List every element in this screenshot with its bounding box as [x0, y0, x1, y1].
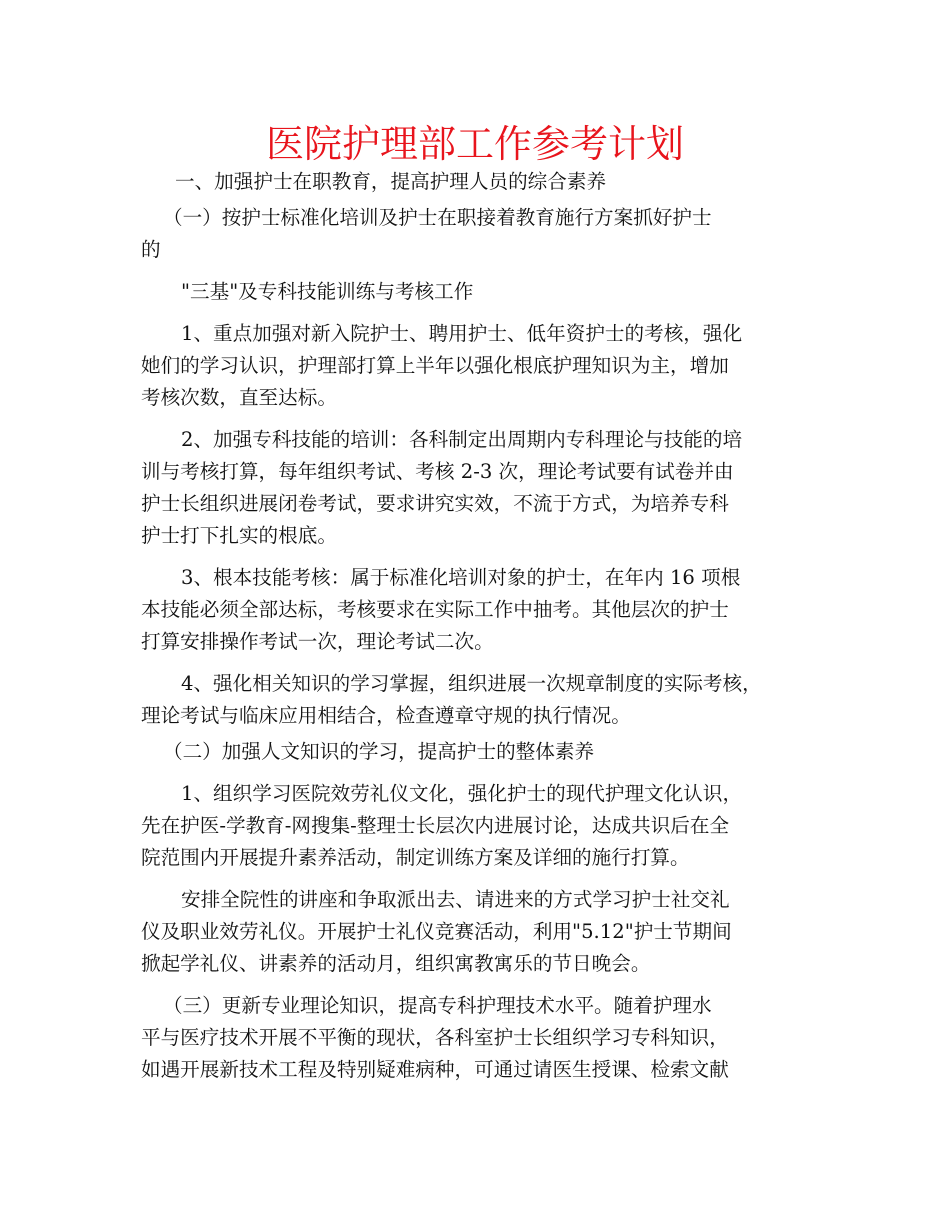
text-line: 的	[141, 238, 161, 261]
subsection-heading-1: （一）按护士标准化培训及护士在职接着教育施行方案抓好护士	[163, 206, 712, 229]
paragraph-5-line-3: 院范围内开展提升素养活动，制定训练方案及详细的施行打算。	[141, 846, 690, 869]
paragraph-3-line-2: 本技能必须全部达标，考核要求在实际工作中抽考。其他层次的护士	[141, 598, 729, 621]
paragraph-4-line-1: 4、强化相关知识的学习掌握，组织进展一次规章制度的实际考核，	[181, 672, 762, 695]
paragraph-1-line-1: 1、重点加强对新入院护士、聘用护士、低年资护士的考核，强化	[181, 322, 743, 345]
paragraph-7-line-3: 如遇开展新技术工程及特别疑难病种，可通过请医生授课、检索文献	[141, 1058, 729, 1081]
paragraph-5-line-2: 先在护医-学教育-网搜集-整理士长层次内进展讨论，达成共识后在全	[141, 814, 730, 837]
subsection-heading-2: （二）加强人文知识的学习，提高护士的整体素养	[163, 740, 595, 763]
paragraph-6-line-3: 掀起学礼仪、讲素养的活动月，组织寓教寓乐的节日晚会。	[141, 952, 651, 975]
section-heading-1: 一、加强护士在职教育，提高护理人员的综合素养	[175, 170, 607, 193]
paragraph-7-line-2: 平与医疗技术开展不平衡的现状，各科室护士长组织学习专科知识，	[141, 1026, 729, 1049]
text-line: "三基"及专科技能训练与考核工作	[181, 280, 474, 303]
paragraph-2-line-3: 护士长组织进展闭卷考试，要求讲究实效，不流于方式，为培养专科	[141, 492, 729, 515]
paragraph-2-line-2: 训与考核打算，每年组织考试、考核 2-3 次，理论考试要有试卷并由	[141, 460, 734, 483]
paragraph-6-line-2: 仪及职业效劳礼仪。开展护士礼仪竞赛活动，利用"5.12"护士节期间	[141, 920, 732, 943]
paragraph-3-line-3: 打算安排操作考试一次，理论考试二次。	[141, 630, 494, 653]
paragraph-2-line-4: 护士打下扎实的根底。	[141, 524, 337, 547]
paragraph-5-line-1: 1、组织学习医院效劳礼仪文化，强化护士的现代护理文化认识，	[181, 782, 743, 805]
subsection-heading-3: （三）更新专业理论知识，提高专科护理技术水平。随着护理水	[163, 994, 712, 1017]
paragraph-4-line-2: 理论考试与临床应用相结合，检查遵章守规的执行情况。	[141, 704, 631, 727]
paragraph-6-line-1: 安排全院性的讲座和争取派出去、请进来的方式学习护士社交礼	[181, 888, 730, 911]
paragraph-1-line-2: 她们的学习认识，护理部打算上半年以强化根底护理知识为主，增加	[141, 354, 729, 377]
paragraph-1-line-3: 考核次数，直至达标。	[141, 386, 337, 409]
document-body	[141, 166, 821, 1086]
paragraph-3-line-1: 3、根本技能考核：属于标准化培训对象的护士，在年内 16 项根	[181, 566, 741, 589]
paragraph-2-line-1: 2、加强专科技能的培训：各科制定出周期内专科理论与技能的培	[181, 428, 743, 451]
document-title: 医院护理部工作参考计划	[265, 122, 684, 166]
